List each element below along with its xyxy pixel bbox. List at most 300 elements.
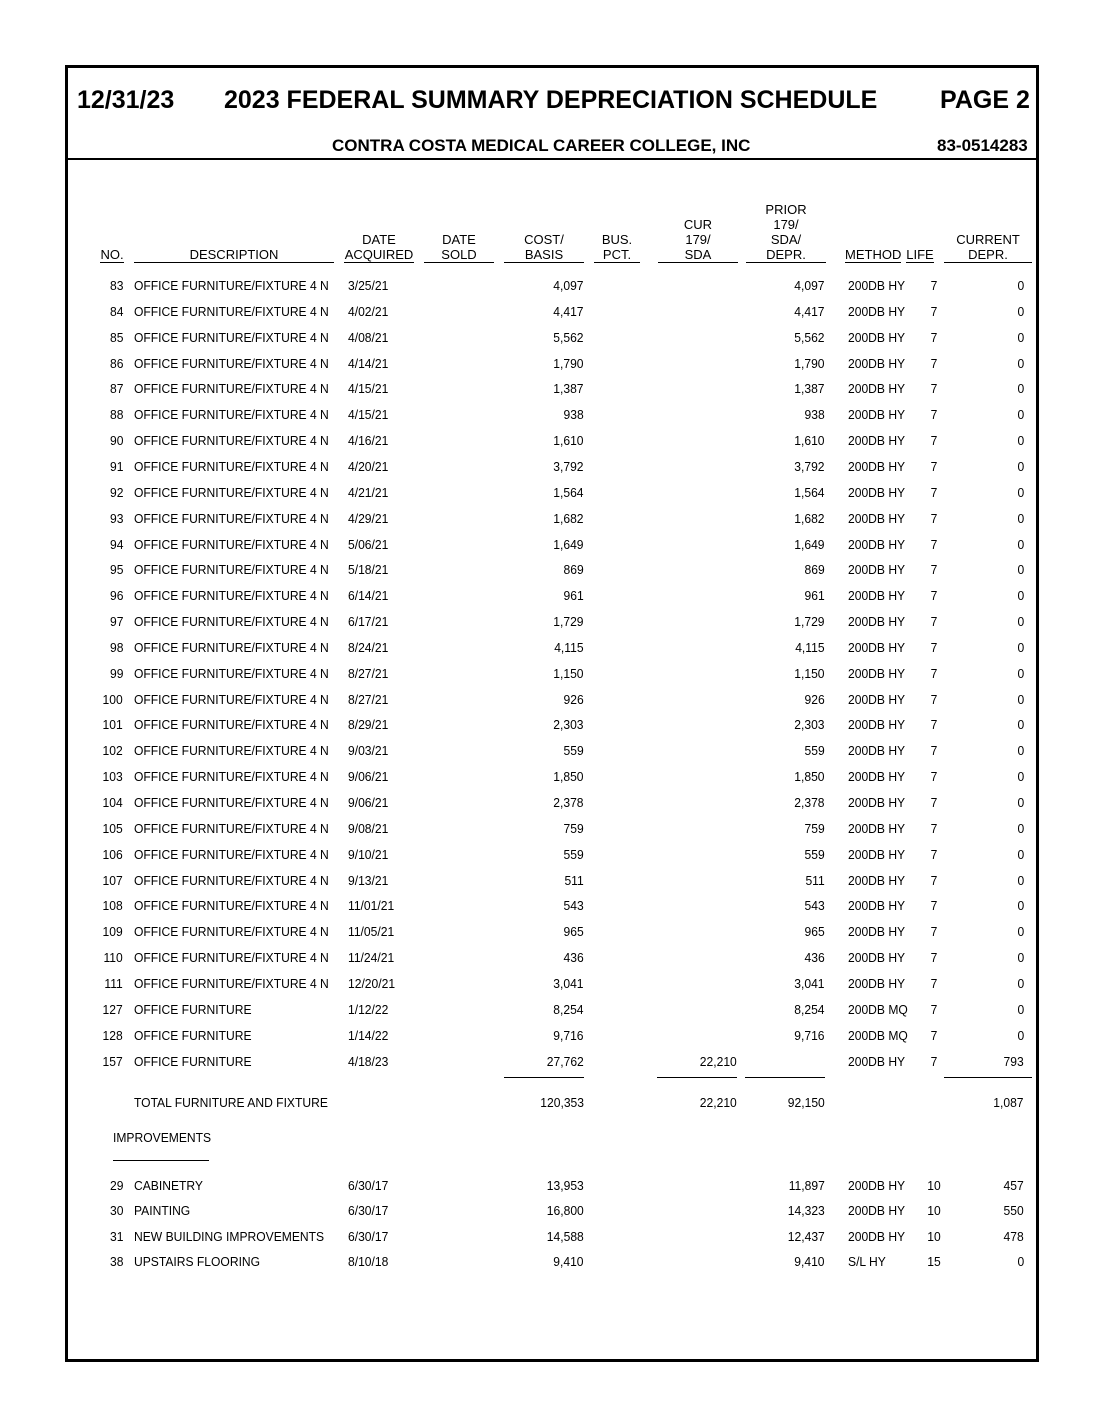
cell-date: 9/08/21 bbox=[348, 820, 389, 836]
cell-cost: 559 bbox=[563, 846, 584, 862]
cell-life: 7 bbox=[930, 691, 938, 707]
cell-method: 200DB HY bbox=[848, 536, 906, 552]
cell-date: 8/10/18 bbox=[348, 1253, 389, 1269]
cell-desc: OFFICE FURNITURE/FIXTURE 4 N bbox=[134, 407, 329, 423]
cell-desc: OFFICE FURNITURE bbox=[134, 1027, 252, 1043]
table-row bbox=[0, 924, 1100, 944]
cell-desc: OFFICE FURNITURE/FIXTURE 4 N bbox=[134, 278, 329, 293]
cell-cost: 511 bbox=[564, 872, 584, 888]
cell-life: 7 bbox=[930, 510, 938, 526]
cell-date: 6/30/17 bbox=[348, 1228, 389, 1244]
cell-prior: 1,564 bbox=[794, 484, 825, 500]
cell-prior: 4,417 bbox=[794, 303, 825, 319]
cell-cost: 4,115 bbox=[554, 639, 584, 655]
table-row bbox=[0, 407, 1100, 427]
cell-desc: NEW BUILDING IMPROVEMENTS bbox=[134, 1228, 325, 1244]
cell-cost: 1,610 bbox=[553, 433, 584, 449]
furniture-total-row bbox=[0, 1095, 1100, 1115]
cell-method: 200DB HY bbox=[848, 846, 906, 862]
cell-no: 127 bbox=[102, 1001, 123, 1017]
cell-cost: 1,790 bbox=[553, 355, 584, 371]
cell-date: 4/15/21 bbox=[348, 381, 389, 397]
improvements-heading: IMPROVEMENTS bbox=[113, 1130, 212, 1145]
cell-prior: 2,303 bbox=[794, 717, 825, 733]
cell-no: 103 bbox=[102, 769, 123, 785]
cell-date: 8/27/21 bbox=[348, 691, 389, 707]
improvements-heading-row bbox=[0, 1130, 1100, 1150]
cell-desc: OFFICE FURNITURE/FIXTURE 4 N bbox=[134, 458, 329, 474]
cell-method: 200DB HY bbox=[848, 1203, 906, 1219]
cell-life: 7 bbox=[930, 458, 938, 474]
cell-desc: OFFICE FURNITURE/FIXTURE 4 N bbox=[134, 639, 329, 655]
cell-cost: 13,953 bbox=[547, 1178, 584, 1193]
table-row bbox=[0, 562, 1100, 582]
cell-no: 98 bbox=[109, 639, 123, 655]
cell-prior: 14,323 bbox=[788, 1203, 825, 1219]
table-row bbox=[0, 381, 1100, 401]
col-no: NO. bbox=[100, 247, 124, 262]
cell-life: 7 bbox=[930, 820, 938, 836]
cell-date: 11/01/21 bbox=[348, 898, 395, 914]
cell-prior: 2,378 bbox=[794, 795, 825, 810]
table-row bbox=[0, 459, 1100, 479]
cell-date: 12/20/21 bbox=[348, 975, 396, 991]
cell-date: 11/24/21 bbox=[348, 950, 395, 966]
cell-prior: 11,897 bbox=[788, 1178, 825, 1193]
col-current-depr: CURRENT DEPR. bbox=[944, 232, 1032, 262]
cell-depr: 0 bbox=[1017, 717, 1024, 733]
cell-no: 97 bbox=[109, 614, 123, 630]
cell-no: 107 bbox=[102, 872, 123, 888]
total-rule-cost bbox=[504, 1077, 584, 1078]
total-depr: 1,087 bbox=[993, 1095, 1024, 1110]
cell-date: 4/15/21 bbox=[348, 407, 389, 423]
cell-cost: 938 bbox=[563, 407, 584, 423]
cell-method: 200DB HY bbox=[848, 975, 906, 991]
cell-prior: 436 bbox=[804, 950, 825, 966]
cell-prior: 1,649 bbox=[794, 536, 825, 552]
cell-desc: OFFICE FURNITURE/FIXTURE 4 N bbox=[134, 510, 329, 526]
cell-date: 5/06/21 bbox=[348, 536, 389, 552]
cell-cost: 3,792 bbox=[553, 458, 584, 474]
cell-cost: 759 bbox=[563, 820, 584, 836]
cell-life: 10 bbox=[927, 1228, 941, 1244]
cell-depr: 0 bbox=[1017, 975, 1024, 991]
cell-prior: 1,387 bbox=[794, 381, 825, 397]
cell-depr: 0 bbox=[1017, 898, 1024, 914]
cell-prior: 1,610 bbox=[794, 433, 825, 449]
col-bus-pct: BUS. PCT. bbox=[594, 232, 640, 262]
cell-depr: 478 bbox=[1003, 1228, 1024, 1244]
cell-cost: 9,410 bbox=[553, 1253, 584, 1269]
cell-date: 3/25/21 bbox=[348, 278, 389, 293]
cell-prior: 3,792 bbox=[794, 458, 825, 474]
cell-depr: 0 bbox=[1017, 407, 1024, 423]
cell-desc: OFFICE FURNITURE/FIXTURE 4 N bbox=[134, 846, 329, 862]
cell-no: 84 bbox=[109, 303, 123, 319]
cell-life: 7 bbox=[930, 639, 938, 655]
col-prior-depr: PRIOR 179/ SDA/ DEPR. bbox=[746, 202, 826, 262]
cell-prior: 759 bbox=[804, 820, 825, 836]
cell-depr: 0 bbox=[1017, 872, 1024, 888]
cell-depr: 0 bbox=[1017, 303, 1024, 319]
cell-date: 1/14/22 bbox=[348, 1027, 389, 1043]
cell-cost: 1,387 bbox=[553, 381, 584, 397]
table-row bbox=[0, 537, 1100, 557]
table-row bbox=[0, 640, 1100, 660]
cell-method: 200DB HY bbox=[848, 665, 906, 681]
col-description: DESCRIPTION bbox=[134, 247, 334, 262]
cell-life: 7 bbox=[930, 278, 938, 293]
cell-no: 86 bbox=[109, 355, 123, 371]
cell-prior: 4,115 bbox=[795, 639, 825, 655]
cell-no: 93 bbox=[109, 510, 123, 526]
cell-date: 4/16/21 bbox=[348, 433, 389, 449]
cell-cost: 961 bbox=[563, 588, 584, 604]
cell-life: 7 bbox=[930, 1001, 938, 1017]
cell-method: 200DB HY bbox=[848, 303, 906, 319]
cell-no: 101 bbox=[102, 717, 123, 733]
cell-no: 38 bbox=[109, 1253, 123, 1269]
cell-date: 4/02/21 bbox=[348, 303, 389, 319]
cell-method: 200DB HY bbox=[848, 1053, 906, 1069]
cell-method: 200DB HY bbox=[848, 562, 906, 578]
cell-life: 7 bbox=[930, 303, 938, 319]
cell-prior: 965 bbox=[804, 924, 825, 940]
table-row bbox=[0, 898, 1100, 918]
cell-method: 200DB HY bbox=[848, 1178, 906, 1193]
table-row bbox=[0, 614, 1100, 634]
cell-cost: 436 bbox=[563, 950, 584, 966]
cell-cost: 965 bbox=[563, 924, 584, 940]
table-row bbox=[0, 666, 1100, 686]
cell-desc: OFFICE FURNITURE/FIXTURE 4 N bbox=[134, 303, 329, 319]
total-cost: 120,353 bbox=[540, 1095, 584, 1110]
cell-depr: 0 bbox=[1017, 458, 1024, 474]
cell-date: 6/17/21 bbox=[348, 614, 389, 630]
cell-date: 6/30/17 bbox=[348, 1178, 389, 1193]
cell-method: 200DB HY bbox=[848, 381, 906, 397]
cell-date: 4/21/21 bbox=[348, 484, 389, 500]
cell-date: 4/29/21 bbox=[348, 510, 389, 526]
cell-life: 7 bbox=[930, 614, 938, 630]
cell-cost: 27,762 bbox=[547, 1053, 584, 1069]
cell-cost: 869 bbox=[563, 562, 584, 578]
cell-method: 200DB HY bbox=[848, 614, 906, 630]
col-cost-basis: COST/ BASIS bbox=[504, 232, 584, 262]
cell-desc: UPSTAIRS FLOORING bbox=[134, 1253, 261, 1269]
cell-date: 11/05/21 bbox=[348, 924, 395, 940]
cell-prior: 926 bbox=[804, 691, 825, 707]
cell-prior: 961 bbox=[804, 588, 825, 604]
cell-life: 7 bbox=[930, 769, 938, 785]
cell-depr: 0 bbox=[1017, 278, 1024, 293]
cell-method: 200DB HY bbox=[848, 278, 906, 293]
cell-method: 200DB HY bbox=[848, 898, 906, 914]
cell-life: 7 bbox=[930, 743, 938, 759]
cell-method: 200DB HY bbox=[848, 588, 906, 604]
table-row bbox=[0, 330, 1100, 350]
cell-depr: 0 bbox=[1017, 1253, 1024, 1269]
table-row bbox=[0, 873, 1100, 893]
cell-depr: 0 bbox=[1017, 329, 1024, 345]
cell-desc: OFFICE FURNITURE/FIXTURE 4 N bbox=[134, 588, 329, 604]
cell-method: 200DB HY bbox=[848, 924, 906, 940]
cell-cost: 543 bbox=[563, 898, 584, 914]
cell-cost: 16,800 bbox=[547, 1203, 584, 1219]
report-title: 2023 FEDERAL SUMMARY DEPRECIATION SCHEDULE bbox=[224, 86, 878, 114]
cell-depr: 0 bbox=[1017, 665, 1024, 681]
cell-life: 7 bbox=[930, 562, 938, 578]
cell-life: 7 bbox=[930, 795, 938, 810]
header-divider bbox=[65, 158, 1039, 160]
cell-method: 200DB HY bbox=[848, 355, 906, 371]
company-name: CONTRA COSTA MEDICAL CAREER COLLEGE, INC bbox=[332, 136, 751, 155]
cell-life: 7 bbox=[930, 588, 938, 604]
total-rule-cur bbox=[657, 1077, 737, 1078]
cell-date: 8/24/21 bbox=[348, 639, 389, 655]
cell-prior: 8,254 bbox=[794, 1001, 825, 1017]
cell-depr: 0 bbox=[1017, 691, 1024, 707]
table-row bbox=[0, 1229, 1100, 1249]
cell-prior: 5,562 bbox=[794, 329, 825, 345]
cell-desc: CABINETRY bbox=[134, 1178, 203, 1193]
cell-life: 7 bbox=[930, 329, 938, 345]
cell-desc: OFFICE FURNITURE/FIXTURE 4 N bbox=[134, 562, 329, 578]
cell-no: 111 bbox=[104, 975, 123, 991]
cell-prior: 9,716 bbox=[794, 1027, 825, 1043]
employer-id: 83-0514283 bbox=[937, 136, 1028, 155]
cell-no: 30 bbox=[109, 1203, 123, 1219]
cell-method: 200DB HY bbox=[848, 329, 906, 345]
cell-depr: 457 bbox=[1003, 1178, 1024, 1193]
cell-desc: OFFICE FURNITURE/FIXTURE 4 N bbox=[134, 872, 329, 888]
table-row bbox=[0, 278, 1100, 298]
cell-no: 157 bbox=[102, 1053, 123, 1069]
cell-depr: 0 bbox=[1017, 381, 1024, 397]
cell-life: 7 bbox=[930, 872, 938, 888]
cell-cost: 4,417 bbox=[553, 303, 584, 319]
cell-desc: OFFICE FURNITURE/FIXTURE 4 N bbox=[134, 924, 329, 940]
cell-life: 7 bbox=[930, 975, 938, 991]
cell-depr: 0 bbox=[1017, 924, 1024, 940]
table-row bbox=[0, 1028, 1100, 1048]
cell-prior: 1,729 bbox=[794, 614, 825, 630]
table-row bbox=[0, 692, 1100, 712]
cell-life: 7 bbox=[930, 381, 938, 397]
table-row bbox=[0, 1002, 1100, 1022]
cell-no: 109 bbox=[102, 924, 123, 940]
cell-depr: 0 bbox=[1017, 1001, 1024, 1017]
cell-depr: 550 bbox=[1003, 1203, 1024, 1219]
cell-depr: 0 bbox=[1017, 433, 1024, 449]
cell-life: 7 bbox=[930, 846, 938, 862]
table-row bbox=[0, 795, 1100, 815]
cell-prior: 511 bbox=[805, 872, 825, 888]
cell-prior: 1,682 bbox=[794, 510, 825, 526]
table-row bbox=[0, 485, 1100, 505]
cell-cost: 2,303 bbox=[553, 717, 584, 733]
cell-cost: 1,564 bbox=[553, 484, 584, 500]
table-row bbox=[0, 356, 1100, 376]
cell-date: 8/29/21 bbox=[348, 717, 389, 733]
cell-prior: 1,790 bbox=[794, 355, 825, 371]
improvements-heading-rule bbox=[113, 1160, 209, 1161]
cell-method: 200DB HY bbox=[848, 433, 906, 449]
total-prior: 92,150 bbox=[788, 1095, 825, 1110]
cell-no: 92 bbox=[109, 484, 123, 500]
cell-cost: 14,588 bbox=[547, 1228, 584, 1244]
total-rule-prior bbox=[745, 1077, 825, 1078]
cell-depr: 0 bbox=[1017, 355, 1024, 371]
cell-desc: OFFICE FURNITURE/FIXTURE 4 N bbox=[134, 820, 329, 836]
table-row bbox=[0, 847, 1100, 867]
cell-date: 9/13/21 bbox=[348, 872, 389, 888]
cell-desc: OFFICE FURNITURE/FIXTURE 4 N bbox=[134, 743, 329, 759]
cell-date: 4/18/23 bbox=[348, 1053, 389, 1069]
cell-life: 7 bbox=[930, 484, 938, 500]
report-date: 12/31/23 bbox=[77, 86, 175, 114]
cell-no: 96 bbox=[109, 588, 123, 604]
cell-cost: 1,649 bbox=[553, 536, 584, 552]
cell-no: 102 bbox=[102, 743, 123, 759]
cell-depr: 0 bbox=[1017, 562, 1024, 578]
table-row bbox=[0, 821, 1100, 841]
cell-no: 104 bbox=[102, 795, 123, 810]
cell-desc: OFFICE FURNITURE/FIXTURE 4 N bbox=[134, 950, 329, 966]
total-cur: 22,210 bbox=[700, 1095, 737, 1110]
cell-desc: OFFICE FURNITURE/FIXTURE 4 N bbox=[134, 329, 329, 345]
cell-depr: 0 bbox=[1017, 588, 1024, 604]
cell-no: 100 bbox=[102, 691, 123, 707]
cell-date: 8/27/21 bbox=[348, 665, 389, 681]
cell-method: 200DB HY bbox=[848, 1228, 906, 1244]
table-row bbox=[0, 1254, 1100, 1274]
cell-depr: 0 bbox=[1017, 484, 1024, 500]
table-row bbox=[0, 950, 1100, 970]
cell-cost: 4,097 bbox=[553, 278, 584, 293]
cell-no: 105 bbox=[102, 820, 123, 836]
cell-method: 200DB MQ bbox=[848, 1027, 908, 1043]
cell-method: 200DB HY bbox=[848, 510, 906, 526]
page-number: PAGE 2 bbox=[940, 86, 1030, 114]
cell-cost: 1,682 bbox=[553, 510, 584, 526]
cell-desc: OFFICE FURNITURE/FIXTURE 4 N bbox=[134, 355, 329, 371]
table-row bbox=[0, 588, 1100, 608]
cell-method: 200DB HY bbox=[848, 407, 906, 423]
cell-prior: 559 bbox=[804, 846, 825, 862]
cell-no: 128 bbox=[102, 1027, 123, 1043]
cell-date: 6/30/17 bbox=[348, 1203, 389, 1219]
cell-date: 5/18/21 bbox=[348, 562, 389, 578]
cell-desc: OFFICE FURNITURE/FIXTURE 4 N bbox=[134, 717, 329, 733]
cell-method: 200DB HY bbox=[848, 717, 906, 733]
table-row bbox=[0, 743, 1100, 763]
cell-life: 7 bbox=[930, 355, 938, 371]
cell-cost: 1,150 bbox=[553, 665, 584, 681]
cell-life: 10 bbox=[927, 1178, 941, 1193]
cell-method: 200DB HY bbox=[848, 769, 906, 785]
cell-date: 9/03/21 bbox=[348, 743, 389, 759]
cell-cost: 1,729 bbox=[553, 614, 584, 630]
cell-life: 7 bbox=[930, 665, 938, 681]
cell-method: 200DB HY bbox=[848, 820, 906, 836]
cell-prior: 12,437 bbox=[788, 1228, 825, 1244]
total-label: TOTAL FURNITURE AND FIXTURE bbox=[134, 1095, 328, 1110]
cell-depr: 0 bbox=[1017, 536, 1024, 552]
table-row bbox=[0, 976, 1100, 996]
cell-method: 200DB HY bbox=[848, 872, 906, 888]
col-date-sold: DATE SOLD bbox=[424, 232, 494, 262]
cell-no: 94 bbox=[109, 536, 123, 552]
cell-desc: OFFICE FURNITURE/FIXTURE 4 N bbox=[134, 433, 329, 449]
cell-cost: 9,716 bbox=[553, 1027, 584, 1043]
cell-no: 91 bbox=[109, 458, 123, 474]
col-cur-179-sda: CUR 179/ SDA bbox=[658, 217, 738, 262]
cell-desc: OFFICE FURNITURE/FIXTURE 4 N bbox=[134, 665, 329, 681]
cell-prior: 559 bbox=[804, 743, 825, 759]
cell-no: 106 bbox=[102, 846, 123, 862]
cell-method: 200DB MQ bbox=[848, 1001, 908, 1017]
cell-method: 200DB HY bbox=[848, 458, 906, 474]
cell-desc: OFFICE FURNITURE/FIXTURE 4 N bbox=[134, 484, 329, 500]
cell-depr: 0 bbox=[1017, 639, 1024, 655]
cell-cost: 5,562 bbox=[553, 329, 584, 345]
cell-no: 108 bbox=[102, 898, 123, 914]
cell-method: 200DB HY bbox=[848, 950, 906, 966]
cell-date: 6/14/21 bbox=[348, 588, 389, 604]
cell-life: 7 bbox=[930, 1027, 938, 1043]
cell-date: 1/12/22 bbox=[348, 1001, 389, 1017]
cell-prior: 938 bbox=[804, 407, 825, 423]
table-row bbox=[0, 1054, 1100, 1074]
cell-prior: 4,097 bbox=[794, 278, 825, 293]
table-row bbox=[0, 1203, 1100, 1223]
cell-prior: 1,850 bbox=[794, 769, 825, 785]
cell-desc: OFFICE FURNITURE/FIXTURE 4 N bbox=[134, 769, 329, 785]
cell-desc: PAINTING bbox=[134, 1203, 191, 1219]
cell-cost: 926 bbox=[563, 691, 584, 707]
cell-no: 110 bbox=[103, 950, 123, 966]
cell-life: 7 bbox=[930, 898, 938, 914]
cell-no: 29 bbox=[109, 1178, 123, 1193]
cell-life: 15 bbox=[927, 1253, 941, 1269]
cell-desc: OFFICE FURNITURE/FIXTURE 4 N bbox=[134, 614, 329, 630]
table-row bbox=[0, 433, 1100, 453]
cell-method: 200DB HY bbox=[848, 743, 906, 759]
cell-no: 90 bbox=[109, 433, 123, 449]
table-row bbox=[0, 1178, 1100, 1198]
cell-date: 9/06/21 bbox=[348, 769, 389, 785]
cell-life: 7 bbox=[930, 717, 938, 733]
total-rule-depr bbox=[944, 1077, 1032, 1078]
cell-desc: OFFICE FURNITURE/FIXTURE 4 N bbox=[134, 536, 329, 552]
cell-method: 200DB HY bbox=[848, 639, 906, 655]
cell-prior: 543 bbox=[804, 898, 825, 914]
table-row bbox=[0, 511, 1100, 531]
cell-desc: OFFICE FURNITURE/FIXTURE 4 N bbox=[134, 975, 329, 991]
cell-cost: 2,378 bbox=[553, 795, 584, 810]
cell-no: 85 bbox=[109, 329, 123, 345]
cell-cost: 3,041 bbox=[553, 975, 584, 991]
cell-desc: OFFICE FURNITURE/FIXTURE 4 N bbox=[134, 691, 329, 707]
cell-desc: OFFICE FURNITURE/FIXTURE 4 N bbox=[134, 381, 329, 397]
cell-life: 10 bbox=[927, 1203, 941, 1219]
cell-no: 99 bbox=[109, 665, 123, 681]
cell-method: 200DB HY bbox=[848, 795, 906, 810]
cell-depr: 0 bbox=[1017, 769, 1024, 785]
cell-life: 7 bbox=[930, 950, 938, 966]
